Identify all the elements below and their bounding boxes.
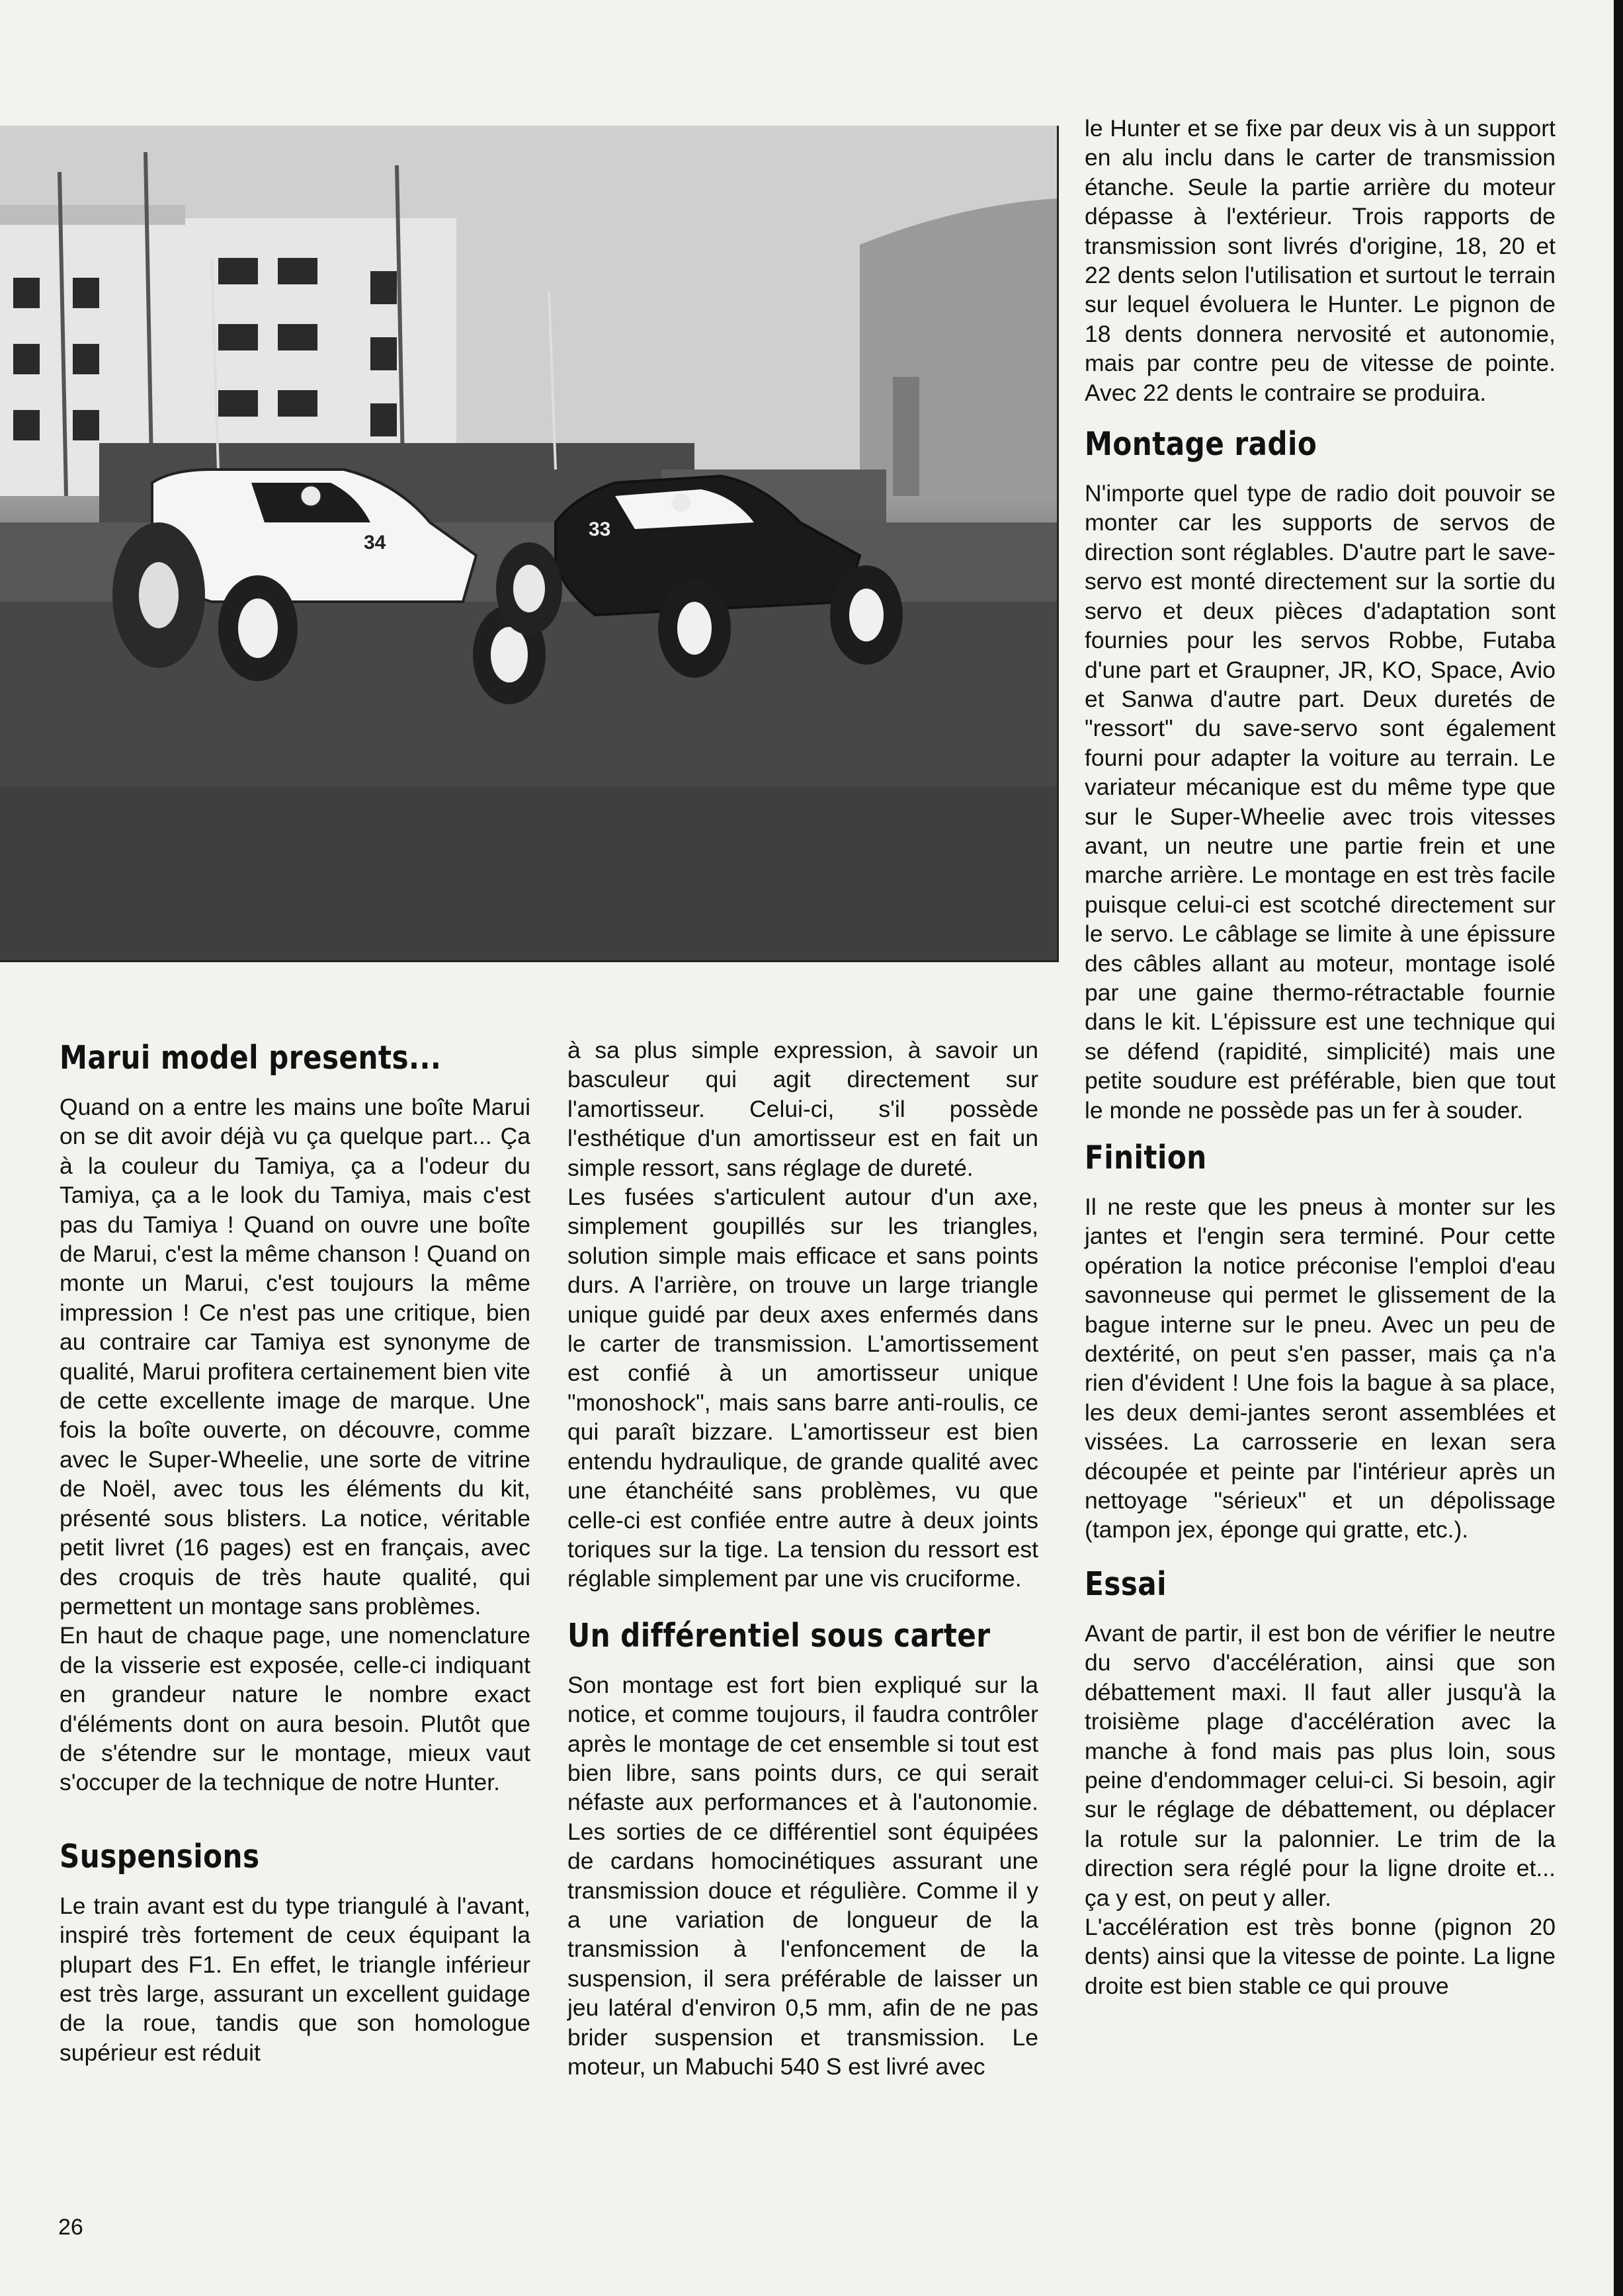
column-2	[567, 1036, 1038, 2081]
paragraph: Son montage est fort bien expliqué sur la notice, et comme toujours, il faudra contrôler après le montage de cet ensemble si tout est bien libre, sans points durs, ce qui serait néfaste aux performances et à l'autonomie. Les sorties de ce différentiel sont équipées de cardans homocinétiques assurant une transmission douce et régulière. Comme il y a une variation de longueur de la transmission à l'enfoncement de la suspension, il sera préférable de laisser un jeu latéral d'environ 0,5 mm, afin de ne pas brider suspension et transmission. Le moteur, un Mabuchi 540 S est livré avec	[567, 1671, 1038, 2080]
page-edge-shadow	[1614, 0, 1623, 2296]
paragraph: Avant de partir, il est bon de vérifier le neutre du servo d'accélération, ainsi que son débattement maxi. Il faut aller jusqu'à la troisième plage d'accélération avec la manche à fond mais pas plus loin, sous peine d'endommager celui-ci. Si besoin, agir sur le réglage de débattement, ou déplacer la rotule sur la palonnier. Le trim de la direction sera réglé pour la ligne droite et... ça y est, on peut y aller.	[1085, 1620, 1556, 1911]
photo-two-rc-buggies	[0, 126, 1059, 962]
page-number: 26	[58, 2215, 83, 2240]
heading-finition: Finition	[1085, 1139, 1207, 1176]
heading-montage-radio: Montage radio	[1085, 425, 1317, 464]
bridge	[860, 198, 1057, 496]
svg-text:34: 34	[364, 532, 386, 554]
paragraph: Il ne reste que les pneus à monter sur les jantes et l'engin sera terminé. Pour cette opération la notice préconise l'emploi d'eau savonneuse qui permet le glissement de la bague interne sur le pneu. Avec un peu de dextérité, on peut s'en passer, mais ça n'a rien d'évident ! Une fois la bague à sa place, les deux demi-jantes seront assemblées et vissées. La carrosserie en lexan sera découpée et peinte par l'intérieur après un nettoyage "sérieux" et un dépolissage (tampon jex, éponge qui gratte, etc.).	[1085, 1194, 1556, 1543]
heading-marui-model-presents: Marui model presents...	[60, 1039, 442, 1077]
paragraph: En haut de chaque page, une nomenclature de la visserie est exposée, celle-ci indiquant en grandeur nature le nombre exact d'éléments dont on aura besoin. Plutôt que de s'étendre sur le montage, mieux vaut s'occuper de la technique de notre Hunter.	[60, 1622, 530, 1796]
column-1	[60, 1038, 530, 2067]
heading-essai: Essai	[1085, 1565, 1167, 1603]
paragraph: le Hunter et se fixe par deux vis à un support en alu inclu dans le carter de transmission étanche. Seule la partie arrière du moteur dépasse à l'extérieur. Trois rapports de transmission sont livrés d'origine, 18, 20 et 22 dents selon l'utilisation et surtout le terrain sur lequel évoluera le Hunter. Le pignon de 18 dents donnera nervosité et autonomie, mais par contre peu de vitesse de pointe. Avec 22 dents le contraire se produira.	[1085, 115, 1556, 406]
svg-text:33: 33	[589, 518, 611, 540]
heading-differentiel-sous-carter: Un différentiel sous carter	[567, 1616, 991, 1655]
paragraph: Le train avant est du type triangulé à l'avant, inspiré très fortement de ceux équipant la plupart des F1. En effet, le triangle inférieur est très large, assurant un excellent guidage de la roue, tandis que son homologue supérieur est réduit	[60, 1892, 530, 2066]
column-3	[1085, 114, 1556, 2000]
paragraph: à sa plus simple expression, à savoir un basculeur qui agit directement sur l'amortisseur. Celui-ci, s'il possède l'esthétique d'un amortisseur est en fait un simple ressort, sans réglage de dureté.	[567, 1037, 1038, 1181]
paragraph: Quand on a entre les mains une boîte Marui on se dit avoir déjà vu ça quelque part... Ça à la couleur du Tamiya, ça a l'odeur du Tamiya, ça a le look du Tamiya, mais c'est pas du Tamiya ! Quand on ouvre une boîte de Marui, c'est la même chanson ! Quand on monte un Marui, c'est toujours la même impression ! Ce n'est pas une critique, bien au contraire car Tamiya est synonyme de qualité, Marui profitera certainement bien vite de cette excellente image de marque. Une fois la boîte ouverte, on découvre, comme avec le Super-Wheelie, une sorte de vitrine de Noël, avec tous les éléments du kit, présenté sous blisters. La notice, véritable petit livret (16 pages) est en français, avec des croquis de très haute qualité, qui permettent un montage sans problèmes.	[60, 1094, 530, 1620]
paragraph: L'accélération est très bonne (pignon 20 dents) ainsi que la vitesse de pointe. La ligne droite est bien stable ce qui prouve	[1085, 1913, 1556, 1999]
paragraph: N'importe quel type de radio doit pouvoir se monter car les supports de servos de direction sont réglables. D'autre part le save-servo est monté directement sur la sortie du servo et deux pièces d'adaptation sont fournies pour les servos Robbe, Futaba d'une part et Graupner, JR, KO, Space, Avio et Sanwa d'autre part. Deux duretés de "ressort" du save-servo sont également fourni pour adapter la voiture au terrain. Le variateur mécanique est du même type que sur le Super-Wheelie avec trois vitesses avant, un neutre une partie frein et une marche arrière. Le montage en est très facile puisque celui-ci est scotché directement sur le servo. Le câblage se limite à une épissure des câbles allant au moteur, montage isolé par une gaine thermo-rétractable fournie dans le kit. L'épissure est une technique qui se défend (rapidité, simplicité) mais une petite soudure est préférable, bien que tout le monde ne possède pas un fer à souder.	[1085, 480, 1556, 1124]
photo-illustration	[0, 126, 1057, 960]
heading-suspensions: Suspensions	[60, 1837, 260, 1875]
paragraph: Les fusées s'articulent autour d'un axe, simplement goupillés sur les triangles, solution simple mais efficace et sans points durs. A l'arrière, on trouve un large triangle unique guidé par deux axes enfermés dans le carter de transmission. L'amortissement est confié à un amortisseur unique "monoshock", mais sans barre anti-roulis, ce qui paraît bizzare. L'amortisseur est bien entendu hydraulique, de grande qualité avec une étanchéité sans problèmes, vu que celle-ci est confiée entre autre à deux joints toriques sur la tige. La tension du ressort est réglable simplement par une vis cruciforme.	[567, 1184, 1038, 1592]
